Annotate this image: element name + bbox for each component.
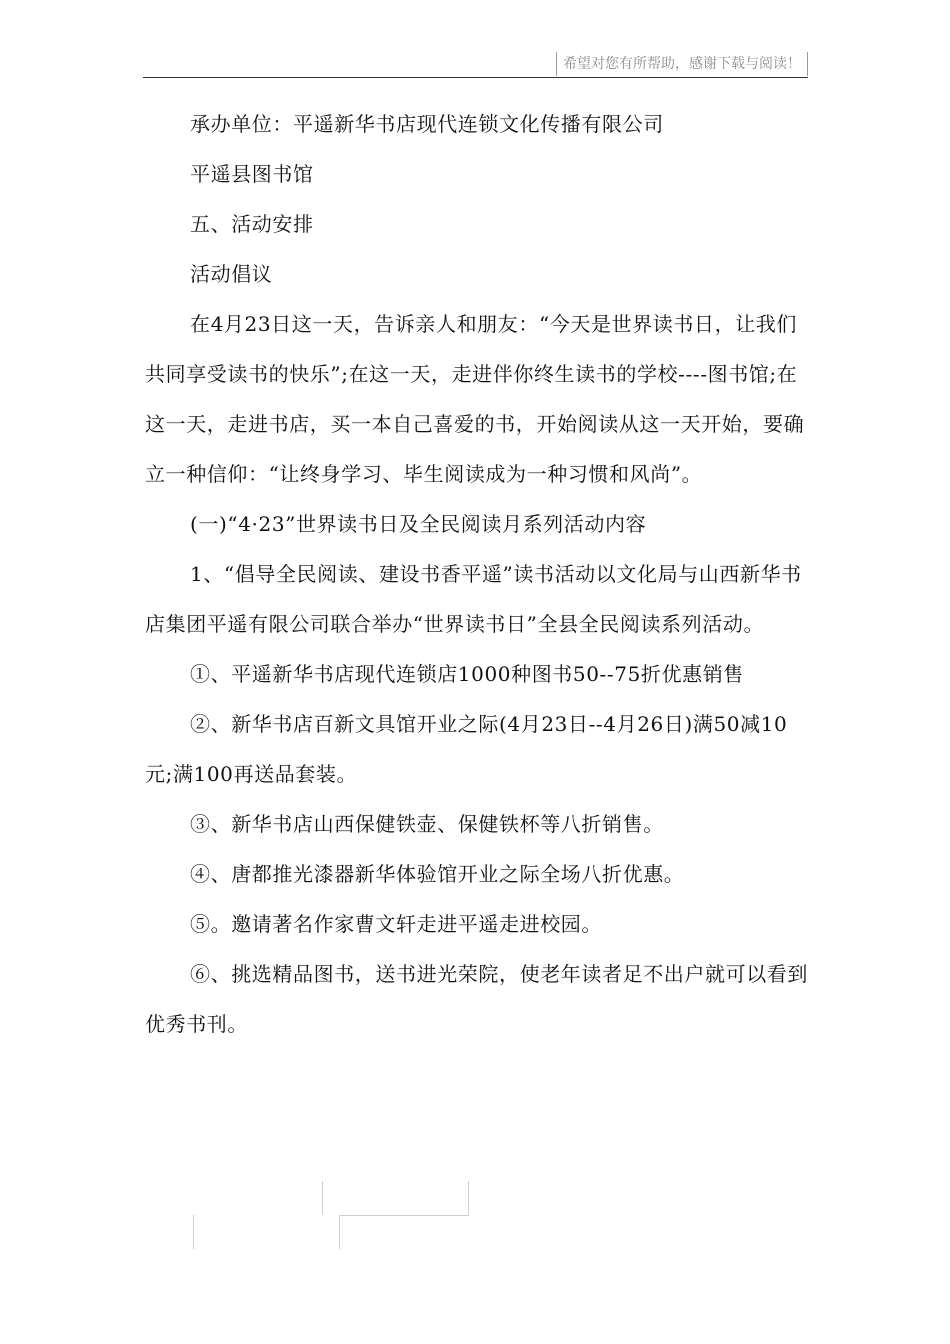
paragraph-library: 平遥县图书馆 [190, 162, 314, 186]
paragraph-organizer: 承办单位：平遥新华书店现代连锁文化传播有限公司 [190, 112, 664, 136]
header-note: 希望对您有所帮助，感谢下载与阅读！ [556, 52, 808, 76]
subheading-initiative: 活动倡议 [190, 262, 273, 286]
section-heading-activities: (一)“4·23”世界读书日及全民阅读月系列活动内容 [190, 512, 647, 536]
list-item-6: ⑥、挑选精品图书，送书进光荣院，使老年读者足不出户就可以看到优秀书刊。 [145, 962, 808, 1036]
footer-line [339, 1215, 340, 1249]
section-heading-schedule: 五、活动安排 [190, 212, 314, 236]
list-item-5: ⑤。邀请著名作家曹文轩走进平遥走进校园。 [190, 912, 602, 936]
paragraph-initiative-text: 在4月23日这一天，告诉亲人和朋友：“今天是世界读书日，让我们共同享受读书的快乐”;在这一天，走进伴你终生读书的学校----图书馆;在这一天，走进书店，买一本自己喜爱的书，开始阅读从这一天开始，要确立一种信仰：“让终身学习、毕生阅读成为一种习惯和风尚”。 [145, 312, 805, 486]
footer-line [322, 1181, 323, 1215]
document-body [145, 99, 813, 1049]
list-item-4: ④、唐都推光漆器新华体验馆开业之际全场八折优惠。 [190, 862, 685, 886]
footer-line [339, 1215, 469, 1216]
list-item-2: ②、新华书店百新文具馆开业之际(4月23日--4月26日)满50减10元;满100再送品套装。 [145, 712, 788, 786]
paragraph-activity-1: 1、“倡导全民阅读、建设书香平遥”读书活动以文化局与山西新华书店集团平遥有限公司联合举办“世界读书日”全县全民阅读系列活动。 [145, 562, 802, 636]
header-rule [143, 77, 808, 78]
footer-line [468, 1181, 469, 1215]
footer-line [193, 1215, 194, 1249]
list-item-3: ③、新华书店山西保健铁壶、保健铁杯等八折销售。 [190, 812, 664, 836]
list-item-1: ①、平遥新华书店现代连锁店1000种图书50--75折优惠销售 [190, 662, 744, 686]
